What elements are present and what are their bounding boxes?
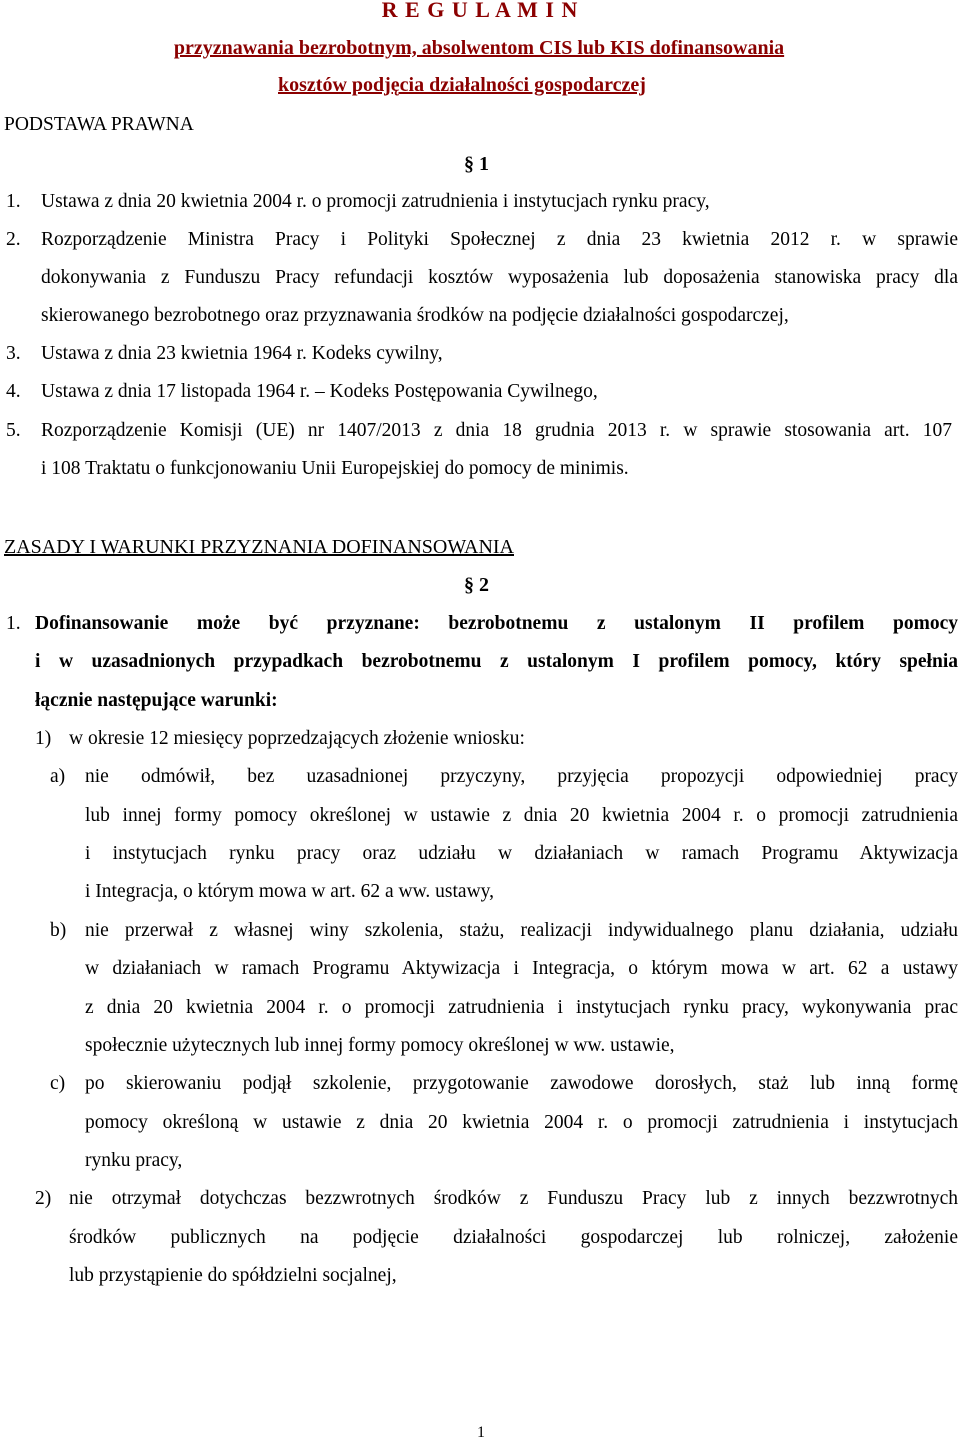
legal-item-line: Rozporządzenie Komisji (UE) nr 1407/2013 z dnia 18 grudnia 2013 r. w sprawie stosowania art. 107 [41, 420, 952, 441]
rule-letter-line: i instytucjach rynku pracy oraz udziału w działaniach w ramach Programu Aktywizacja [85, 843, 958, 864]
rule-point-line: łącznie następujące warunki: [35, 690, 278, 711]
rule-letter-line: z dnia 20 kwietnia 2004 r. o promocji zatrudnienia i instytucjach rynku pracy, wykonywania prac [85, 997, 958, 1018]
rule-letter-number: a) [50, 766, 66, 787]
rule-letter-number: c) [50, 1073, 66, 1094]
rule-letter-line: i Integracja, o którym mowa w art. 62 a ww. ustawy, [85, 881, 495, 902]
rule-letter-line: w działaniach w ramach Programu Aktywizacja i Integracja, o którym mowa w art. 62 a ustawy [85, 958, 958, 979]
legal-basis-heading: PODSTAWA PRAWNA [4, 114, 194, 135]
legal-item-line: dokonywania z Funduszu Pracy refundacji kosztów wyposażenia lub doposażenia stanowiska pracy dla [41, 267, 958, 288]
rule-subpoint-line: środków publicznych na podjęcie działalności gospodarczej lub rolniczej, założenie [69, 1227, 958, 1248]
document-title: R E G U L A M I N [381, 0, 579, 22]
legal-item-line: Ustawa z dnia 20 kwietnia 2004 r. o promocji zatrudnienia i instytucjach rynku pracy, [41, 191, 710, 212]
rule-point-line: Dofinansowanie może być przyznane: bezrobotnemu z ustalonym II profilem pomocy [35, 613, 958, 634]
legal-item-number: 5. [6, 420, 21, 441]
rule-letter-line: lub innej formy pomocy określonej w ustawie z dnia 20 kwietnia 2004 r. o promocji zatrudnienia [85, 805, 958, 826]
legal-item-line: skierowanego bezrobotnego oraz przyznawania środków na podjęcie działalności gospodarczej, [41, 305, 789, 326]
rule-letter-line: po skierowaniu podjął szkolenie, przygotowanie zawodowe dorosłych, staż lub inną formę [85, 1073, 958, 1094]
rule-subpoint-number: 2) [35, 1188, 52, 1209]
legal-item-line: Rozporządzenie Ministra Pracy i Polityki Społecznej z dnia 23 kwietnia 2012 r. w sprawie [41, 229, 958, 250]
rule-letter-number: b) [50, 920, 67, 941]
rule-letter-line: pomocy określoną w ustawie z dnia 20 kwietnia 2004 r. o promocji zatrudnienia i instytucjach [85, 1112, 958, 1133]
legal-item-number: 1. [6, 191, 21, 212]
legal-item-number: 3. [6, 343, 21, 364]
section-mark-2: § 2 [464, 574, 489, 596]
legal-item-number: 4. [6, 381, 21, 402]
legal-item-line: Ustawa z dnia 17 listopada 1964 r. – Kodeks Postępowania Cywilnego, [41, 381, 598, 402]
document-subtitle-1: przyznawania bezrobotnym, absolwentom CIS lub KIS dofinansowania [173, 37, 785, 59]
rule-subpoint-text: w okresie 12 miesięcy poprzedzających złożenie wniosku: [69, 728, 525, 749]
legal-item-number: 2. [6, 229, 21, 250]
legal-item-line: i 108 Traktatu o funkcjonowaniu Unii Europejskiej do pomocy de minimis. [41, 458, 629, 479]
rule-subpoint-line: nie otrzymał dotychczas bezzwrotnych środków z Funduszu Pracy lub z innych bezzwrotnych [69, 1188, 958, 1209]
rule-subpoint-number: 1) [35, 728, 52, 749]
rule-letter-line: nie przerwał z własnej winy szkolenia, stażu, realizacji indywidualnego planu działania, udziału [85, 920, 958, 941]
legal-item-line: Ustawa z dnia 23 kwietnia 1964 r. Kodeks cywilny, [41, 343, 443, 364]
document-subtitle-2: kosztów podjęcia działalności gospodarczej [278, 74, 646, 96]
rules-heading: ZASADY I WARUNKI PRZYZNANIA DOFINANSOWANIA [4, 536, 514, 558]
rule-point-number: 1. [6, 613, 21, 634]
rule-letter-line: nie odmówił, bez uzasadnionej przyczyny, przyjęcia propozycji odpowiedniej pracy [85, 766, 958, 787]
rule-letter-line: społecznie użytecznych lub innej formy pomocy określonej w ww. ustawie, [85, 1035, 675, 1056]
rule-point-line: i w uzasadnionych przypadkach bezrobotnemu z ustalonym I profilem pomocy, który spełnia [35, 651, 958, 672]
rule-letter-line: rynku pracy, [85, 1150, 183, 1171]
rule-subpoint-line: lub przystąpienie do spółdzielni socjalnej, [69, 1265, 397, 1286]
section-mark-1: § 1 [464, 153, 489, 175]
page-number: 1 [477, 1424, 485, 1441]
